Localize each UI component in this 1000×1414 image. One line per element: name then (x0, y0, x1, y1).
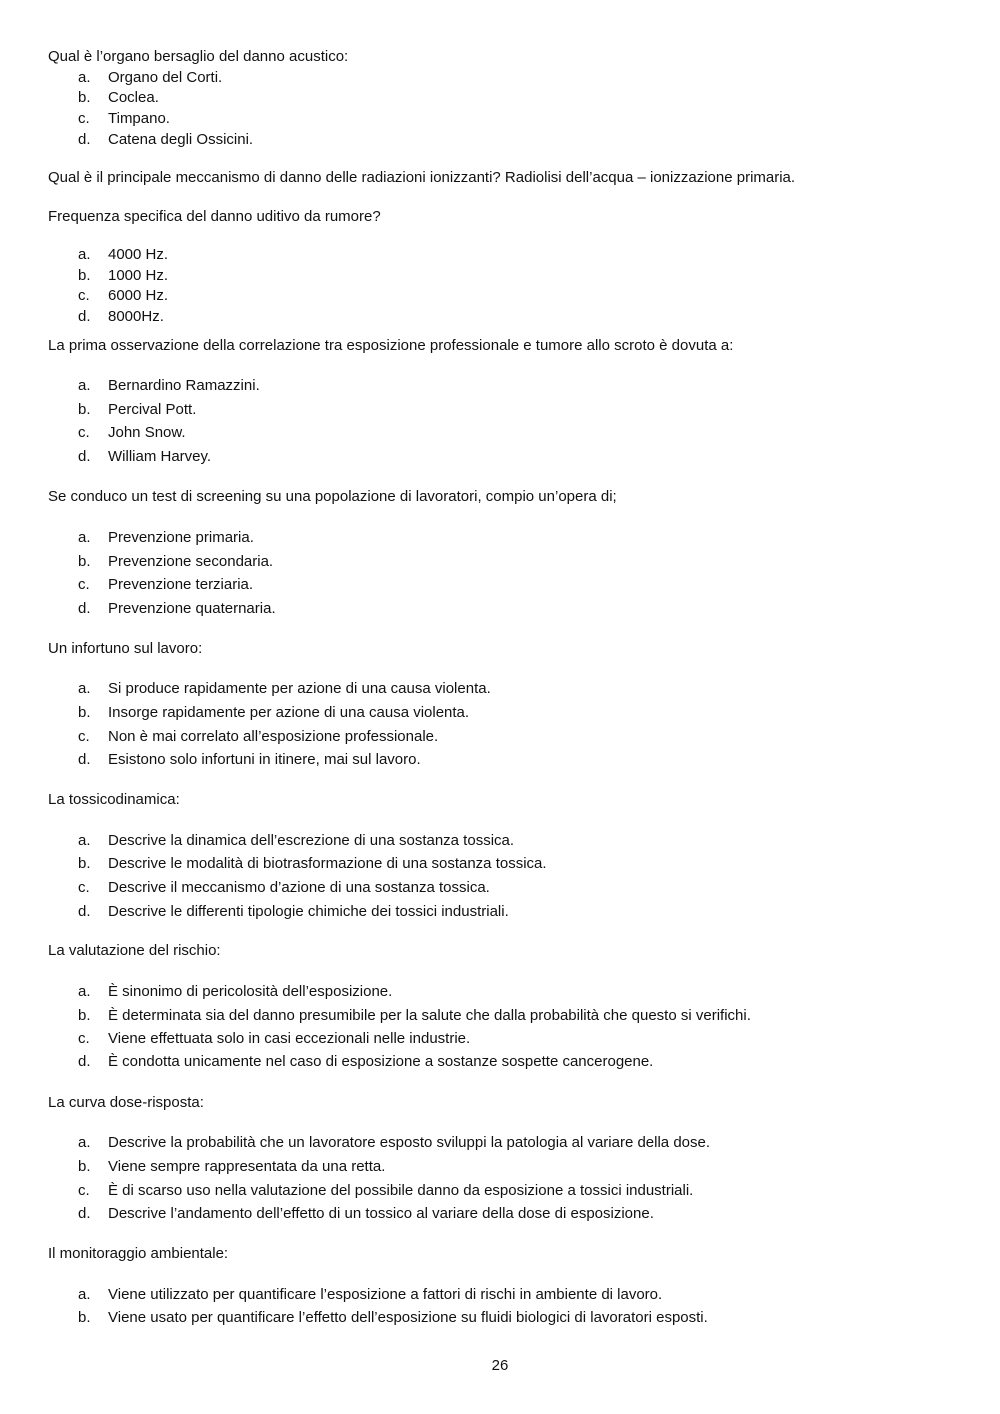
answer-option (78, 377, 260, 394)
answer-option (78, 680, 491, 697)
question-text: La valutazione del rischio: (48, 942, 221, 959)
option-letter: c. (78, 1030, 90, 1047)
question-text: Frequenza specifica del danno uditivo da rumore? (48, 208, 381, 225)
option-letter: d. (78, 600, 91, 617)
option-text: Prevenzione secondaria. (108, 553, 274, 570)
option-letter: c. (78, 110, 90, 127)
answer-option (78, 879, 490, 896)
option-text: William Harvey. (108, 448, 212, 465)
option-text: Descrive le differenti tipologie chimiche dei tossici industriali. (108, 903, 509, 920)
option-letter: a. (78, 69, 91, 86)
answer-option (78, 424, 186, 441)
option-letter: a. (78, 246, 91, 263)
option-text: Non è mai correlato all’esposizione professionale. (108, 728, 439, 745)
option-text: 6000 Hz. (108, 287, 169, 304)
option-letter: d. (78, 1053, 91, 1070)
answer-option (78, 1007, 751, 1024)
option-text: Viene usato per quantificare l’effetto dell’esposizione su fluidi biologici di lavoratori esposti. (108, 1309, 708, 1326)
option-text: Prevenzione primaria. (108, 529, 254, 546)
option-text: Descrive la dinamica dell’escrezione di una sostanza tossica. (108, 832, 515, 849)
answer-option (78, 704, 469, 721)
option-text: Descrive l’andamento dell’effetto di un tossico al variare della dose di esposizione. (108, 1205, 654, 1222)
option-letter: d. (78, 131, 91, 148)
option-text: Viene sempre rappresentata da una retta. (108, 1158, 386, 1175)
option-text: Bernardino Ramazzini. (108, 377, 260, 394)
answer-option (78, 89, 159, 106)
answer-option (78, 267, 168, 284)
answer-option (78, 69, 222, 86)
answer-option (78, 287, 168, 304)
option-letter: b. (78, 704, 91, 721)
option-text: Prevenzione terziaria. (108, 576, 254, 593)
answer-option (78, 1053, 653, 1070)
option-text: È di scarso uso nella valutazione del possibile danno da esposizione a tossici industriali. (108, 1182, 694, 1199)
option-text: 4000 Hz. (108, 246, 169, 263)
option-text: Si produce rapidamente per azione di una causa violenta. (108, 680, 491, 697)
option-letter: a. (78, 983, 91, 1000)
option-letter: b. (78, 855, 91, 872)
option-letter: a. (78, 1134, 91, 1151)
answer-option (78, 401, 196, 418)
answer-option (78, 553, 273, 570)
question-text: La prima osservazione della correlazione tra esposizione professionale e tumore allo scroto è dovuta a: (48, 337, 734, 354)
page-number: 26 (491, 1357, 509, 1374)
option-letter: c. (78, 287, 90, 304)
answer-option (78, 448, 211, 465)
option-text: Percival Pott. (108, 401, 197, 418)
option-letter: c. (78, 424, 90, 441)
option-text: Organo del Corti. (108, 69, 223, 86)
answer-option (78, 832, 514, 849)
option-letter: c. (78, 879, 90, 896)
answer-option (78, 983, 392, 1000)
option-letter: b. (78, 401, 91, 418)
answer-option (78, 131, 253, 148)
answer-option (78, 728, 438, 745)
option-text: È sinonimo di pericolosità dell’esposizione. (108, 983, 393, 1000)
question-text: Un infortuno sul lavoro: (48, 640, 203, 657)
answer-option (78, 308, 164, 325)
option-letter: d. (78, 448, 91, 465)
option-letter: a. (78, 529, 91, 546)
option-text: Viene utilizzato per quantificare l’esposizione a fattori di rischi in ambiente di lavoro. (108, 1286, 663, 1303)
option-letter: d. (78, 1205, 91, 1222)
option-text: È determinata sia del danno presumibile per la salute che dalla probabilità che questo si verifichi. (108, 1007, 751, 1024)
option-letter: d. (78, 751, 91, 768)
option-text: È condotta unicamente nel caso di esposizione a sostanze sospette cancerogene. (108, 1053, 654, 1070)
answer-option (78, 1286, 662, 1303)
option-letter: a. (78, 832, 91, 849)
question-text: Qual è il principale meccanismo di danno delle radiazioni ionizzanti? Radiolisi dell’acqua – ionizzazione primaria. (48, 169, 796, 186)
option-text: Descrive la probabilità che un lavoratore esposto sviluppi la patologia al variare della dose. (108, 1134, 711, 1151)
option-letter: d. (78, 903, 91, 920)
question-text: Qual è l’organo bersaglio del danno acustico: (48, 48, 349, 65)
option-letter: a. (78, 1286, 91, 1303)
option-text: Viene effettuata solo in casi eccezionali nelle industrie. (108, 1030, 471, 1047)
option-letter: c. (78, 576, 90, 593)
option-letter: b. (78, 1309, 91, 1326)
option-text: Insorge rapidamente per azione di una causa violenta. (108, 704, 470, 721)
question-text: La curva dose-risposta: (48, 1094, 204, 1111)
answer-option (78, 600, 276, 617)
answer-option (78, 246, 168, 263)
option-letter: c. (78, 728, 90, 745)
answer-option (78, 576, 253, 593)
answer-option (78, 903, 509, 920)
option-letter: c. (78, 1182, 90, 1199)
option-text: Descrive le modalità di biotrasformazione di una sostanza tossica. (108, 855, 547, 872)
option-text: Prevenzione quaternaria. (108, 600, 276, 617)
answer-option (78, 1205, 654, 1222)
option-letter: a. (78, 377, 91, 394)
answer-option (78, 529, 254, 546)
option-letter: b. (78, 1007, 91, 1024)
option-text: Descrive il meccanismo d’azione di una sostanza tossica. (108, 879, 490, 896)
option-text: Timpano. (108, 110, 170, 127)
option-letter: b. (78, 1158, 91, 1175)
option-letter: d. (78, 308, 91, 325)
option-letter: b. (78, 89, 91, 106)
answer-option (78, 751, 421, 768)
question-text: Se conduco un test di screening su una popolazione di lavoratori, compio un’opera di; (48, 488, 617, 505)
option-letter: b. (78, 553, 91, 570)
answer-option (78, 110, 170, 127)
option-text: Esistono solo infortuni in itinere, mai sul lavoro. (108, 751, 421, 768)
option-text: John Snow. (108, 424, 186, 441)
option-letter: b. (78, 267, 91, 284)
option-text: 1000 Hz. (108, 267, 169, 284)
answer-option (78, 1158, 385, 1175)
answer-option (78, 1182, 693, 1199)
option-text: Catena degli Ossicini. (108, 131, 254, 148)
question-text: Il monitoraggio ambientale: (48, 1245, 229, 1262)
question-text: La tossicodinamica: (48, 791, 180, 808)
answer-option (78, 1030, 470, 1047)
option-text: 8000Hz. (108, 308, 164, 325)
answer-option (78, 1309, 708, 1326)
option-text: Coclea. (108, 89, 159, 106)
answer-option (78, 855, 547, 872)
option-letter: a. (78, 680, 91, 697)
answer-option (78, 1134, 710, 1151)
